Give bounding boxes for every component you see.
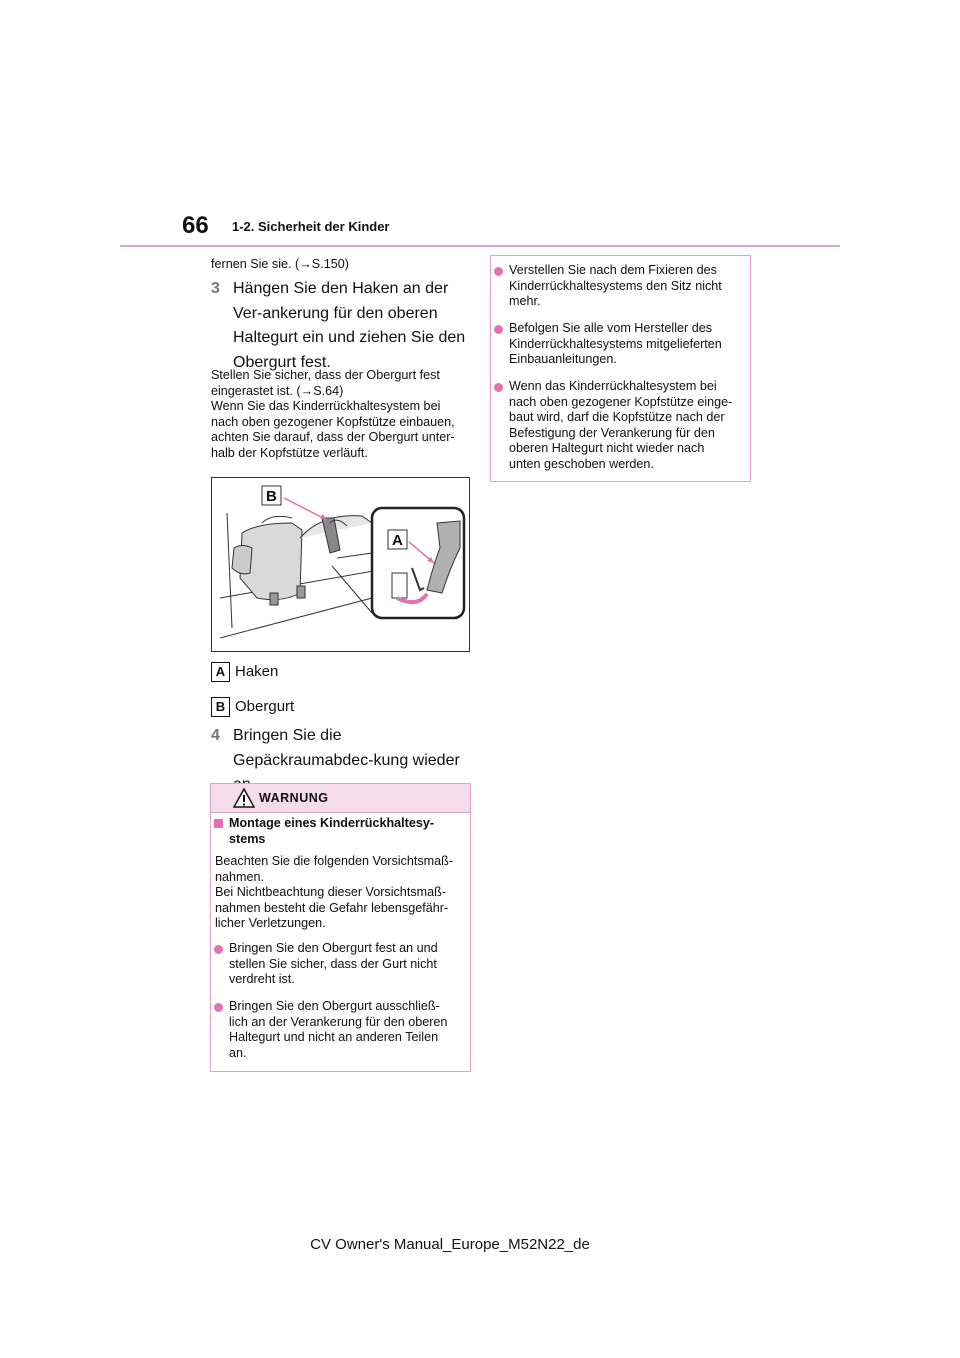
note-box xyxy=(490,255,751,482)
svg-text:B: B xyxy=(266,488,277,505)
warning-box xyxy=(210,783,471,1072)
legend-key: B xyxy=(211,697,230,717)
legend-item-b xyxy=(211,697,411,719)
heading-line: Montage eines Kinderrückhaltesy- xyxy=(229,816,435,830)
step-3 xyxy=(211,277,473,377)
heading-line: stems xyxy=(229,831,266,846)
bullet-line: Befolgen Sie alle vom Hersteller des xyxy=(509,321,713,335)
child-seat-illustration xyxy=(211,477,470,652)
bullet-line: an. xyxy=(229,1045,247,1060)
bullet-line: baut wird, darf die Kopfstütze nach der xyxy=(509,410,725,424)
footer xyxy=(0,1236,960,1253)
bullet-line: Bringen Sie den Obergurt fest an und xyxy=(229,941,438,955)
warning-body xyxy=(215,854,467,932)
bullet-line: Einbauanleitungen. xyxy=(509,352,617,366)
note-line: halb der Kopfstütze verläuft. xyxy=(211,445,368,460)
body-line: nahmen. xyxy=(215,869,265,884)
footer-text: CV Owner's Manual_Europe_M52N22_de xyxy=(310,1236,590,1253)
intro-text: fernen Sie sie. (→S.150) xyxy=(211,257,349,271)
step-4 xyxy=(211,724,473,774)
body-line: licher Verletzungen. xyxy=(215,916,326,930)
warning-title: WARNUNG xyxy=(259,791,329,805)
bullet-line: Befestigung der Verankerung für den xyxy=(509,425,715,440)
warning-header xyxy=(211,784,470,813)
note-line: Wenn Sie das Kinderrückhaltesystem bei xyxy=(211,399,441,413)
step-3-note xyxy=(211,368,476,461)
body-line: Bei Nichtbeachtung dieser Vorsichtsmaß- xyxy=(215,885,446,899)
legend-item-a xyxy=(211,662,411,684)
step-number: 4 xyxy=(211,727,220,744)
bullet-line: unten geschoben werden. xyxy=(509,456,654,471)
tether-hook-drawing xyxy=(212,478,469,651)
square-bullet-icon xyxy=(214,819,223,828)
note-line: eingerastet ist. (→S.64) xyxy=(211,383,344,398)
bullet-line: Kinderrückhaltesystems mitgelieferten xyxy=(509,336,722,351)
bullet-line: Wenn das Kinderrückhaltesystem bei xyxy=(509,379,717,393)
warning-triangle-icon xyxy=(233,788,255,808)
bullet-line: Kinderrückhaltesystems den Sitz nicht xyxy=(509,278,722,293)
legend-text: Obergurt xyxy=(235,698,295,715)
bullet-line: verdreht ist. xyxy=(229,972,295,986)
bullet-line: lich an der Verankerung für den oberen xyxy=(229,1014,448,1029)
bullet-icon xyxy=(214,1003,223,1012)
page-number: 66 xyxy=(182,212,209,239)
bullet-line: Bringen Sie den Obergurt ausschließ- xyxy=(229,999,440,1013)
section-title: 1-2. Sicherheit der Kinder xyxy=(232,219,390,234)
legend-text: Haken xyxy=(235,663,279,680)
bullet-line: Haltegurt und nicht an anderen Teilen xyxy=(229,1030,439,1044)
note-line: Stellen Sie sicher, dass der Obergurt fest xyxy=(211,368,440,382)
bullet-line: stellen Sie sicher, dass der Gurt nicht xyxy=(229,956,437,971)
bullet-line: mehr. xyxy=(509,294,541,308)
bullet-line: oberen Haltegurt nicht wieder nach xyxy=(509,441,705,455)
bullet-icon xyxy=(494,267,503,276)
bullet-line: Verstellen Sie nach dem Fixieren des xyxy=(509,263,717,277)
step-text: Hängen Sie den Haken an der Ver-ankerung für den oberen Haltegurt ein und ziehen Sie den Obergurt fest. xyxy=(233,280,466,371)
body-line: Beachten Sie die folgenden Vorsichtsmaß- xyxy=(215,854,454,868)
note-line: achten Sie darauf, dass der Obergurt unter- xyxy=(211,430,455,444)
step-text: Bringen Sie die Gepäckraumabdec-kung wieder xyxy=(233,727,460,769)
header-rule xyxy=(120,245,840,247)
svg-text:A: A xyxy=(392,532,403,549)
note-line: nach oben gezogener Kopfstütze einbauen, xyxy=(211,414,455,429)
bullet-line: nach oben gezogener Kopfstütze einge- xyxy=(509,394,733,409)
legend-key: A xyxy=(211,662,230,682)
body-line: nahmen besteht die Gefahr lebensgefähr- xyxy=(215,900,449,915)
bullet-icon xyxy=(494,325,503,334)
bullet-icon xyxy=(214,945,223,954)
bullet-icon xyxy=(494,383,503,392)
step-number: 3 xyxy=(211,280,220,297)
